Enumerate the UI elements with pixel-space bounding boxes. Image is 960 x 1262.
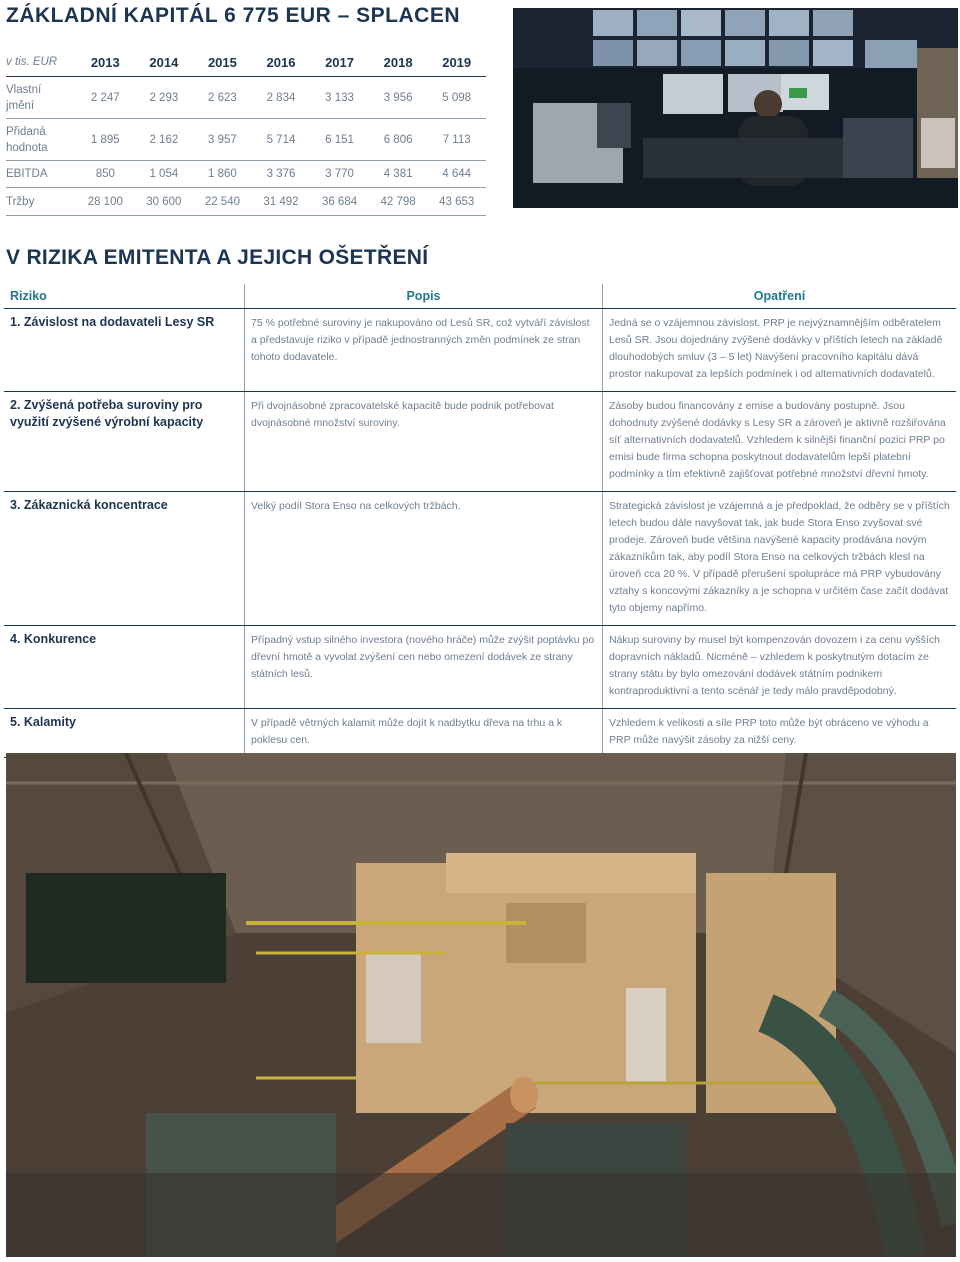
risk-name: 3. Zákaznická koncentrace (4, 492, 245, 626)
cell: 3 770 (310, 161, 369, 188)
column-header-measure: Opatření (603, 284, 957, 309)
cell: 2 834 (252, 77, 311, 119)
table-row (4, 626, 956, 709)
cell: 2 623 (193, 77, 252, 119)
cell: 1 054 (135, 161, 194, 188)
cell: 36 684 (310, 188, 369, 216)
cell: 5 098 (427, 77, 486, 119)
year-header: 2014 (135, 48, 194, 77)
table-row (6, 77, 486, 119)
unit-label: v tis. EUR (6, 48, 76, 77)
risk-description: Velký podíl Stora Enso na celkových tržbách. (245, 492, 603, 626)
risk-table (4, 284, 956, 758)
risk-description: 75 % potřebné suroviny je nakupováno od Lesů SR, což vytváří závislost a představuje riziko v případě jednostranných změn podmínek ze stran tohoto dodavatele. (245, 309, 603, 392)
risk-description: Při dvojnásobné zpracovatelské kapacitě bude podnik potřebovat dvojnásobné množství suroviny. (245, 392, 603, 492)
cell: 5 714 (252, 119, 311, 161)
table-row (4, 309, 956, 392)
cell: 30 600 (135, 188, 194, 216)
row-label: EBITDA (6, 161, 76, 188)
table-row (4, 392, 956, 492)
year-header: 2017 (310, 48, 369, 77)
risk-measure: Zásoby budou financovány z emise a budovány postupně. Jsou dohodnuty zvýšené dodávky s Lesy SR a zároveň je aktivně rozšiřována síť alternativních dodavatelů. Vzhledem k silnější finanční pozici PRP po emisi bude firma schopna poskytnout dodavatelům lepší platební podmínky a tím efektivně zajišťovat potřebné množství dřevní hmoty. (603, 392, 957, 492)
cell: 3 376 (252, 161, 311, 188)
cell: 7 113 (427, 119, 486, 161)
cell: 31 492 (252, 188, 311, 216)
cell: 2 293 (135, 77, 194, 119)
table-row (6, 161, 486, 188)
cell: 1 860 (193, 161, 252, 188)
cell: 42 798 (369, 188, 428, 216)
cell: 850 (76, 161, 135, 188)
control-room-photo (513, 8, 958, 208)
cell: 28 100 (76, 188, 135, 216)
table-row (6, 188, 486, 216)
cell: 3 957 (193, 119, 252, 161)
financial-header-row (6, 48, 486, 77)
cell: 2 247 (76, 77, 135, 119)
risk-measure: Vzhledem k velikosti a síle PRP toto může být obráceno ve výhodu a PRP může navýšit zásoby za nižší ceny. (603, 709, 957, 758)
cell: 3 133 (310, 77, 369, 119)
year-header: 2018 (369, 48, 428, 77)
cell: 4 381 (369, 161, 428, 188)
row-label: Vlastní jmění (6, 77, 76, 119)
risk-measure: Jedná se o vzájemnou závislost. PRP je nejvýznamnějším odběratelem Lesů SR. Jsou dojednány zvýšené dodávky v příštích letech na základě dlouhodobých smluv (3 – 5 let) Navýšení pracovního kapitálu dává prostor nakupovat za lepších podmínek i od alternativních dodavatelů. (603, 309, 957, 392)
financial-table (6, 48, 486, 216)
cell: 6 151 (310, 119, 369, 161)
risk-measure: Strategická závislost je vzájemná a je předpoklad, že odběry se v příštích letech budou dále navyšovat tak, jak bude Stora Enso zvyšovat své prodeje. Zároveň bude většina navýšené kapacity prodávána novým zákazníkům tak, aby podíl Stora Enso na celkových tržbách klesl na úroveň cca 20 %. V případě přerušení spolupráce má PRP vybudovány vztahy s koncovými zákazníky a je schopna v určitém čase začít dodávat tyto objemy napřímo. (603, 492, 957, 626)
year-header: 2016 (252, 48, 311, 77)
cell: 6 806 (369, 119, 428, 161)
page-heading: ZÁKLADNÍ KAPITÁL 6 775 EUR – SPLACEN (6, 4, 461, 27)
cell: 4 644 (427, 161, 486, 188)
cell: 1 895 (76, 119, 135, 161)
column-header-description: Popis (245, 284, 603, 309)
table-row (4, 492, 956, 626)
risk-header-row (4, 284, 956, 309)
risk-name: 1. Závislost na dodavateli Lesy SR (4, 309, 245, 392)
year-header: 2013 (76, 48, 135, 77)
cell: 22 540 (193, 188, 252, 216)
cell: 43 653 (427, 188, 486, 216)
cell: 3 956 (369, 77, 428, 119)
row-label: Přidaná hodnota (6, 119, 76, 161)
year-header: 2015 (193, 48, 252, 77)
year-header: 2019 (427, 48, 486, 77)
risk-description: Případný vstup silného investora (nového hráče) může zvýšit poptávku po dřevní hmotě a vyvolat zvýšení cen nebo omezení dodávek ze strany státních lesů. (245, 626, 603, 709)
section-title: V RIZIKA EMITENTA A JEJICH OŠETŘENÍ (6, 246, 429, 269)
risk-name: 5. Kalamity (4, 709, 245, 758)
risk-measure: Nákup suroviny by musel být kompenzován dovozem i za cenu vyšších dopravních nákladů. Nicméně – vzhledem k poskytnutým dotacím ze strany státu by bylo omezování dodávek státním podnikem kontraproduktivní a tento scénář je tedy málo pravděpodobný. (603, 626, 957, 709)
column-header-risk: Riziko (4, 284, 245, 309)
row-label: Tržby (6, 188, 76, 216)
table-row (6, 119, 486, 161)
cell: 2 162 (135, 119, 194, 161)
risk-description: V případě větrných kalamit může dojít k nadbytku dřeva na trhu a k poklesu cen. (245, 709, 603, 758)
risk-name: 4. Konkurence (4, 626, 245, 709)
risk-name: 2. Zvýšená potřeba suroviny pro využití zvýšené výrobní kapacity (4, 392, 245, 492)
sawmill-hall-photo (6, 753, 956, 1257)
table-row (4, 709, 956, 758)
